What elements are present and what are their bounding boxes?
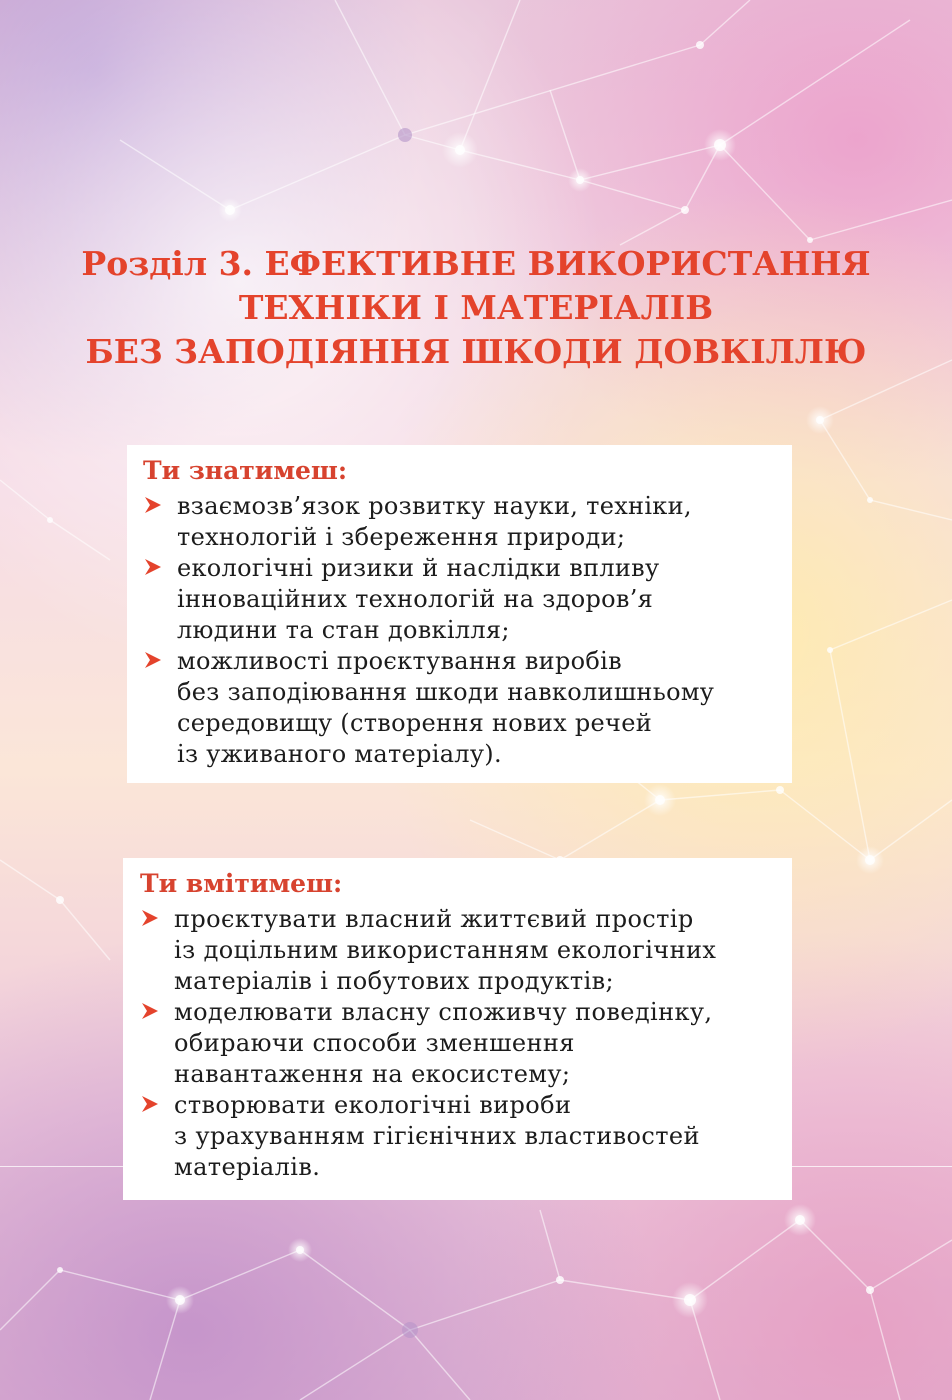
section-title	[40, 242, 912, 374]
arrowhead-bullet-icon	[143, 650, 163, 670]
section-title-line-2: ТЕХНІКИ І МАТЕРІАЛІВ	[238, 288, 714, 327]
list-item-line: обираючи способи зменшення	[174, 1029, 575, 1057]
list-item-line: із доцільним використанням екологічних	[174, 936, 717, 964]
list-item-line: матеріалів.	[174, 1153, 321, 1181]
section-title-line-1: Розділ 3. ЕФЕКТИВНЕ ВИКОРИСТАННЯ	[81, 244, 871, 283]
list-item-line: моделювати власну споживчу поведінку,	[174, 998, 713, 1026]
list-item-line: взаємозв’язок розвитку науки, техніки,	[177, 492, 692, 520]
list-item	[140, 997, 780, 1090]
list-item-line: технологій і збереження природи;	[177, 523, 626, 551]
list-item-line: екологічні ризики й наслідки впливу	[177, 554, 660, 582]
list-item-line: навантаження на екосистему;	[174, 1060, 571, 1088]
list-item-line: проєктувати власний життєвий простір	[174, 905, 694, 933]
arrowhead-bullet-icon	[143, 495, 163, 515]
list-item	[140, 1090, 780, 1183]
list-item-line: без заподіювання шкоди навколишньому	[177, 678, 715, 706]
list-item-line: середовищу (створення нових речей	[177, 709, 653, 737]
list-item-line: інноваційних технологій на здоров’я	[177, 585, 654, 613]
skills-heading: Ти вмітимеш:	[140, 869, 343, 898]
knowledge-heading: Ти знатимеш:	[143, 456, 348, 485]
list-item	[143, 553, 780, 646]
list-item	[143, 646, 780, 770]
section-title-line-3: БЕЗ ЗАПОДІЯННЯ ШКОДИ ДОВКІЛЛЮ	[85, 332, 867, 371]
arrowhead-bullet-icon	[140, 1001, 160, 1021]
list-item-line: людини та стан довкілля;	[177, 616, 510, 644]
list-item-line: можливості проєктування виробів	[177, 647, 622, 675]
knowledge-card	[127, 445, 792, 783]
arrowhead-bullet-icon	[140, 1094, 160, 1114]
list-item-line: із уживаного матеріалу).	[177, 740, 502, 768]
list-item	[143, 491, 780, 553]
skills-list	[140, 904, 780, 1183]
list-item-line: з урахуванням гігієнічних властивостей	[174, 1122, 700, 1150]
knowledge-list	[143, 491, 780, 770]
list-item	[140, 904, 780, 997]
skills-card	[123, 858, 792, 1200]
list-item-line: створювати екологічні вироби	[174, 1091, 572, 1119]
arrowhead-bullet-icon	[140, 908, 160, 928]
arrowhead-bullet-icon	[143, 557, 163, 577]
list-item-line: матеріалів і побутових продуктів;	[174, 967, 615, 995]
